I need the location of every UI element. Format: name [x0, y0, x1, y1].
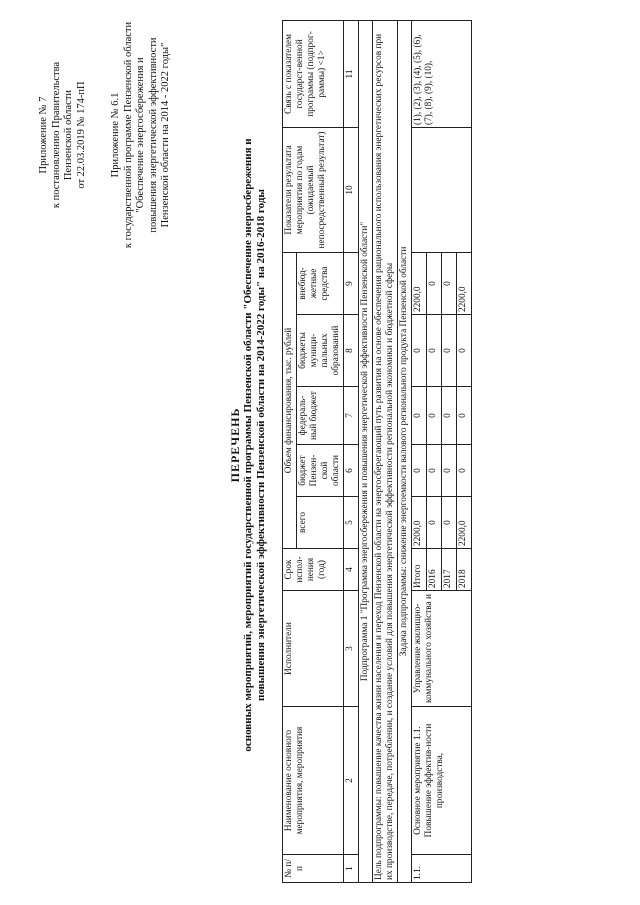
header-indicators: Показатели результата мероприятия по годам (ожидаемый непосредственный результат)	[283, 127, 344, 252]
row-offbudget: 2200,0	[412, 252, 427, 314]
column-number: 8	[344, 315, 359, 387]
subprogram-title: Подпрограмма 1 "Программа энергосбережения и повышения энергетической эффективности Пензенской области"	[359, 20, 373, 882]
row-total: 2200,0	[412, 497, 427, 549]
title-subtitle	[242, 25, 268, 865]
row-municipal: 0	[412, 315, 427, 387]
row-term: Итого	[412, 549, 427, 591]
row-offbudget: 0	[427, 252, 442, 314]
header-municipal: бюджеты муници-пальных образований	[297, 315, 344, 387]
subprogram-task: Задача подпрограммы: снижение энергоемкости валового регионального продукта Пензенской области	[398, 20, 412, 882]
appendix-7-line: к постановлению Правительства	[50, 61, 62, 209]
header-funding: Объем финансирования, тыс. рублей	[283, 252, 297, 548]
title-subtitle-line: основных мероприятий, мероприятий государственной программы Пензенской области "Обеспечение энергосбережения и	[242, 138, 254, 752]
item-indicators	[412, 127, 472, 252]
item-links: (1), (2), (3), (4), (5), (6), (7), (8), (9), (10),	[412, 20, 472, 127]
item-number: 1.1.	[412, 855, 472, 883]
appendix-6-1-header	[110, 10, 173, 260]
row-total: 2200,0	[457, 497, 472, 549]
appendix-6-1-line: Приложение № 6.1	[110, 92, 121, 178]
row-term: 2018	[457, 549, 472, 591]
table-header-row	[283, 20, 297, 882]
appendix-6-1-line: Пензенской области на 2014 - 2022 годы"	[160, 42, 171, 228]
header-name: Наименование основного мероприятия, мероприятия	[283, 707, 344, 855]
appendix-7-line: Приложение № 7	[38, 96, 49, 174]
table-row	[412, 20, 427, 882]
column-number: 6	[344, 445, 359, 497]
column-number: 9	[344, 252, 359, 314]
row-regional: 0	[442, 445, 457, 497]
row-federal: 0	[457, 387, 472, 445]
row-municipal: 0	[442, 315, 457, 387]
appendix-6-1-line: к государственной программе Пензенской области	[122, 21, 134, 249]
column-number: 2	[344, 707, 359, 855]
row-total: 0	[442, 497, 457, 549]
row-federal: 0	[442, 387, 457, 445]
column-number: 4	[344, 549, 359, 591]
row-regional: 0	[427, 445, 442, 497]
column-number: 7	[344, 387, 359, 445]
column-number: 1	[344, 855, 359, 883]
column-number: 11	[344, 20, 359, 127]
subprogram-row	[359, 20, 373, 882]
appendix-7-header	[38, 35, 88, 235]
item-executor: Управление жилищно-коммунального хозяйства и	[412, 591, 472, 707]
row-regional: 0	[412, 445, 427, 497]
row-municipal: 0	[457, 315, 472, 387]
row-term: 2016	[427, 549, 442, 591]
header-executors: Исполнители	[283, 591, 344, 707]
row-total: 0	[427, 497, 442, 549]
title-subtitle-line: повышения энергетической эффективности Пензенской области на 2014-2022 годы" на 2016-2018 годы	[255, 189, 267, 701]
appendix-7-line: от 22.03.2019 № 174-пП	[75, 81, 87, 189]
document-title	[228, 25, 268, 865]
header-federal: федераль-ный бюджет	[297, 387, 344, 445]
row-municipal: 0	[427, 315, 442, 387]
row-federal: 0	[427, 387, 442, 445]
appendix-6-1-line: "Обеспечение энергосбережения и	[135, 57, 146, 213]
subprogram-goal: Цель подпрограммы: повышение качества жизни населения и переход Пензенской области на энергосберегающий путь развития на основе обеспечения рационального использования энергетических ресурсов при их производстве, передаче, потреблении, и создание условий для повышения энергетической эффективности региональной экономики и бюджетной сферы	[373, 20, 398, 882]
header-offbudget: внебюд-жетные средства	[297, 252, 344, 314]
row-regional: 0	[457, 445, 472, 497]
appendix-6-1-line: повышения энергетической эффективности	[147, 37, 159, 233]
title-main: ПЕРЕЧЕНЬ	[228, 407, 242, 483]
header-no: № п/п	[283, 855, 344, 883]
row-offbudget: 0	[442, 252, 457, 314]
column-number: 10	[344, 127, 359, 252]
row-federal: 0	[412, 387, 427, 445]
header-link: Связь с показателем государст-венной программы (подпрог-раммы) <1>	[283, 20, 344, 127]
header-term: Срок испол-нения (год)	[283, 549, 344, 591]
column-number: 3	[344, 591, 359, 707]
appendix-7-line: Пензенской области	[63, 89, 74, 181]
row-term: 2017	[442, 549, 457, 591]
column-number-row	[344, 20, 359, 882]
column-number: 5	[344, 497, 359, 549]
goal-row	[373, 20, 398, 882]
measures-table	[282, 20, 472, 883]
task-row	[398, 20, 412, 882]
header-regional: бюджет Пензен-ской области	[297, 445, 344, 497]
header-total: всего	[297, 497, 344, 549]
row-offbudget: 2200,0	[457, 252, 472, 314]
item-name: Основное мероприятие 1.1. Повышение эффектив-ности производства,	[412, 707, 472, 855]
